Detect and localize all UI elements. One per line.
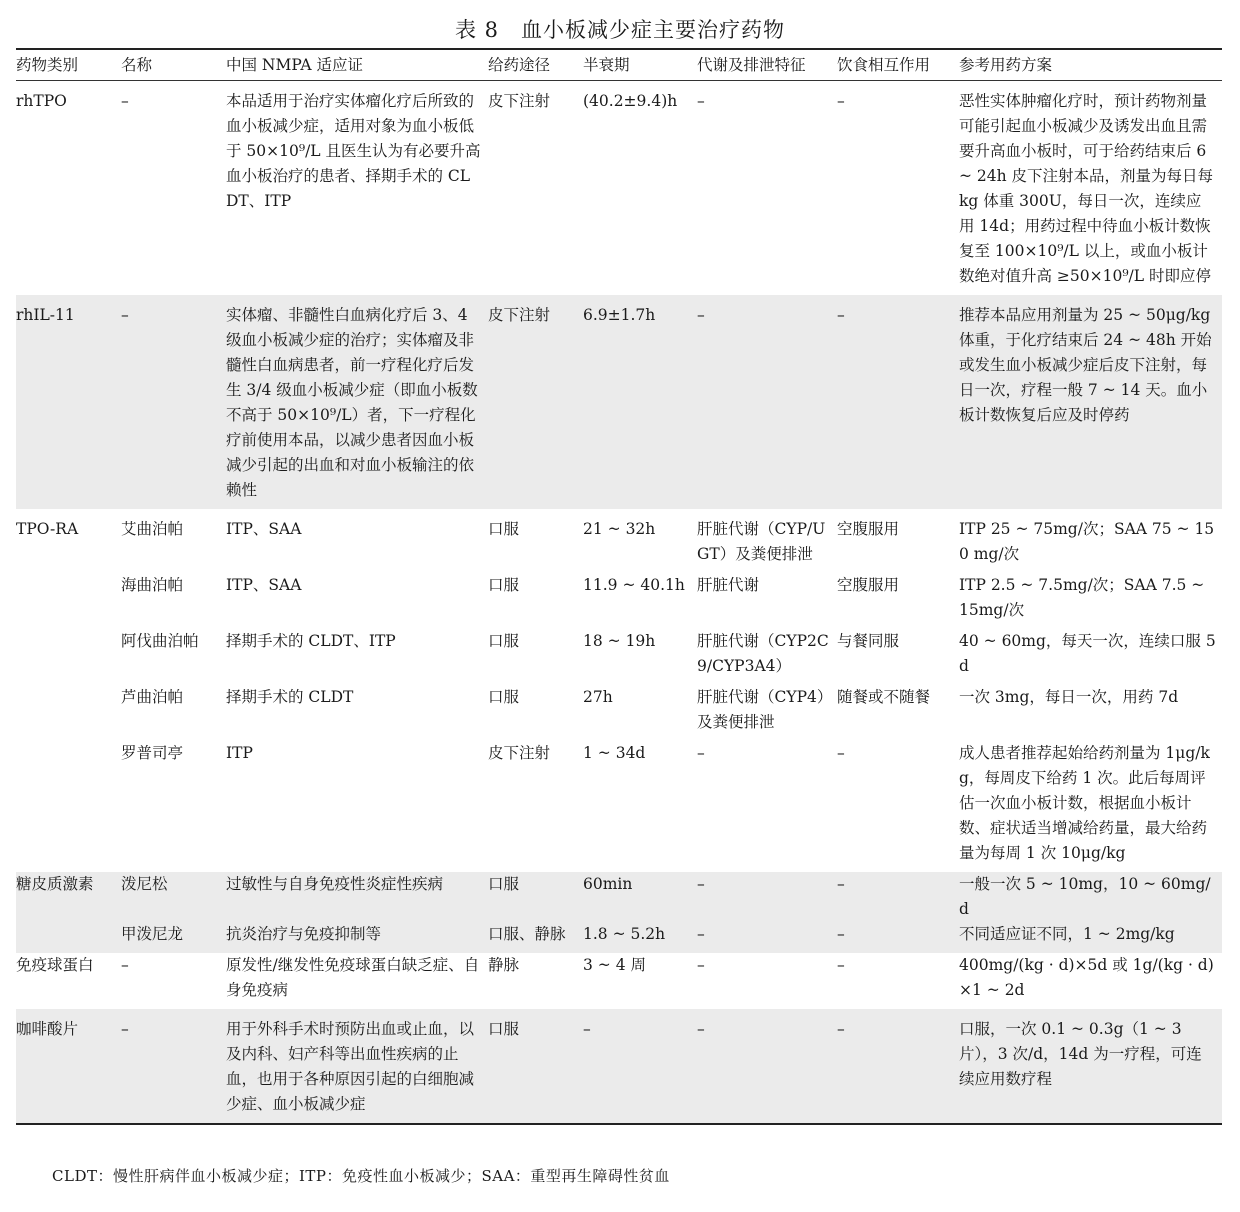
- cell-regimen: 一般一次 5 ~ 10mg，10 ~ 60mg/d: [959, 872, 1222, 922]
- cell-diet: –: [837, 922, 959, 953]
- cell-metabolism: 肝脏代谢（CYP4）及粪便排泄: [697, 688, 825, 731]
- cell-indication: 原发性/继发性免疫球蛋白缺乏症、自身免疫病: [226, 956, 480, 999]
- cell-route: 口服: [488, 688, 520, 706]
- cell-name: –: [121, 956, 129, 974]
- cell-metabolism: 肝脏代谢（CYP2C9/CYP3A4）: [697, 632, 829, 675]
- cell-route: 口服: [488, 576, 520, 594]
- drug-table: [16, 48, 1222, 1125]
- table-footnote: CLDT：慢性肝病伴血小板减少症；ITP：免疫性血小板减少；SAA：重型再生障碍性贫血: [52, 1167, 670, 1185]
- cell-halflife: 1 ~ 34d: [583, 744, 646, 762]
- cell-diet: 空腹服用: [837, 576, 900, 594]
- cell-metabolism: 肝脏代谢（CYP/UGT）及粪便排泄: [697, 520, 826, 563]
- header-regimen: 参考用药方案: [959, 56, 1053, 74]
- cell-metabolism: –: [697, 295, 837, 509]
- cell-regimen: ITP 2.5 ~ 7.5mg/次；SAA 7.5 ~ 15mg/次: [959, 576, 1205, 619]
- cell-metabolism: 肝脏代谢: [697, 576, 760, 594]
- table-row: [16, 953, 1222, 1009]
- cell-category: [16, 741, 121, 872]
- cell-indication: ITP、SAA: [226, 576, 302, 594]
- cell-category: [16, 573, 121, 629]
- cell-regimen: 一次 3mg，每日一次，用药 7d: [959, 688, 1179, 706]
- cell-halflife: 60min: [583, 872, 697, 922]
- cell-indication: ITP: [226, 744, 253, 762]
- cell-metabolism: –: [697, 872, 837, 922]
- cell-name: –: [121, 92, 129, 110]
- cell-category: [16, 922, 121, 953]
- cell-category: 咖啡酸片: [16, 1009, 121, 1124]
- cell-diet: 随餐或不随餐: [837, 688, 931, 706]
- cell-indication: 过敏性与自身免疫性炎症性疾病: [226, 872, 488, 922]
- cell-halflife: 27h: [583, 688, 613, 706]
- cell-diet: –: [837, 1009, 959, 1124]
- cell-diet: 空腹服用: [837, 520, 900, 538]
- cell-category: 糖皮质激素: [16, 872, 121, 922]
- cell-name: 甲泼尼龙: [121, 922, 226, 953]
- table-row: [16, 741, 1222, 872]
- cell-indication: 本品适用于治疗实体瘤化疗后所致的血小板减少症，适用对象为血小板低于 50×10⁹/L 且医生认为有必要升高血小板治疗的患者、择期手术的 CLDT、ITP: [226, 92, 481, 210]
- cell-regimen: ITP 25 ~ 75mg/次；SAA 75 ~ 150 mg/次: [959, 520, 1215, 563]
- table-row: [16, 685, 1222, 741]
- cell-halflife: 11.9 ~ 40.1h: [583, 576, 685, 594]
- cell-route: 静脉: [488, 956, 520, 974]
- cell-halflife: 18 ~ 19h: [583, 632, 656, 650]
- cell-halflife: (40.2±9.4)h: [583, 92, 678, 110]
- cell-indication: 抗炎治疗与免疫抑制等: [226, 922, 488, 953]
- table-row: [16, 872, 1222, 922]
- cell-route: 口服: [488, 872, 583, 922]
- cell-name: 阿伐曲泊帕: [121, 632, 199, 650]
- cell-category: TPO-RA: [16, 520, 79, 538]
- cell-category: [16, 685, 121, 741]
- cell-metabolism: –: [697, 1009, 837, 1124]
- header-diet: 饮食相互作用: [837, 56, 931, 74]
- cell-name: 海曲泊帕: [121, 576, 184, 594]
- cell-route: 口服: [488, 520, 520, 538]
- cell-category: [16, 629, 121, 685]
- cell-regimen: 口服，一次 0.1 ~ 0.3g（1 ~ 3 片），3 次/d，14d 为一疗程，可连续应用数疗程: [959, 1009, 1222, 1124]
- cell-route: 口服: [488, 1009, 583, 1124]
- header-route: 给药途径: [488, 56, 551, 74]
- header-category: 药物类别: [16, 56, 79, 74]
- cell-name: 罗普司亭: [121, 744, 184, 762]
- cell-category: rhTPO: [16, 92, 67, 110]
- cell-diet: –: [837, 295, 959, 509]
- cell-name: –: [121, 295, 226, 509]
- header-row: [16, 49, 1222, 81]
- cell-indication: 实体瘤、非髓性白血病化疗后 3、4 级血小板减少症的治疗；实体瘤及非髓性白血病患者，前一疗程化疗后发生 3/4 级血小板减少症（即血小板数不高于 50×10⁹/L）者，下一疗程化疗前使用本品，以减少患者因血小板减少引起的出血和对血小板输注的依赖性: [226, 295, 488, 509]
- cell-regimen: 恶性实体肿瘤化疗时，预计药物剂量可能引起血小板减少及诱发出血且需要升高血小板时，可于给药结束后 6 ~ 24h 皮下注射本品，剂量为每日每 kg 体重 300U，每日一次，连续应用 14d；用药过程中待血小板计数恢复至 100×10⁹/L 以上，或血小板计数绝对值升高 ≥50×10⁹/L 时即应停: [959, 92, 1214, 285]
- cell-route: 口服: [488, 632, 520, 650]
- table-number: 表 8: [454, 18, 500, 42]
- cell-halflife: 1.8 ~ 5.2h: [583, 922, 697, 953]
- header-name: 名称: [121, 56, 153, 74]
- cell-halflife: 3 ~ 4 周: [583, 956, 646, 974]
- cell-diet: –: [837, 872, 959, 922]
- table-row: [16, 629, 1222, 685]
- table-row: [16, 1009, 1222, 1124]
- cell-diet: –: [837, 92, 845, 110]
- table-row: [16, 509, 1222, 573]
- cell-name: 芦曲泊帕: [121, 688, 184, 706]
- table-row: [16, 573, 1222, 629]
- cell-category: 免疫球蛋白: [16, 956, 94, 974]
- cell-regimen: 不同适应证不同，1 ~ 2mg/kg: [959, 922, 1222, 953]
- cell-metabolism: –: [697, 922, 837, 953]
- header-halflife: 半衰期: [583, 56, 630, 74]
- cell-indication: 用于外科手术时预防出血或止血，以及内科、妇产科等出血性疾病的止血，也用于各种原因引起的白细胞减少症、血小板减少症: [226, 1009, 488, 1124]
- cell-indication: ITP、SAA: [226, 520, 302, 538]
- cell-diet: –: [837, 956, 845, 974]
- header-indication: 中国 NMPA 适应证: [226, 56, 363, 74]
- cell-name: –: [121, 1009, 226, 1124]
- cell-halflife: –: [583, 1009, 697, 1124]
- cell-metabolism: –: [697, 92, 705, 110]
- table-row: [16, 81, 1222, 296]
- cell-metabolism: –: [697, 744, 705, 762]
- cell-name: 泼尼松: [121, 872, 226, 922]
- cell-regimen: 40 ~ 60mg，每天一次，连续口服 5d: [959, 632, 1216, 675]
- cell-route: 口服、静脉: [488, 922, 583, 953]
- cell-route: 皮下注射: [488, 295, 583, 509]
- cell-regimen: 推荐本品应用剂量为 25 ~ 50μg/kg 体重，于化疗结束后 24 ~ 48h 开始或发生血小板减少症后皮下注射，每日一次，疗程一般 7 ~ 14 天。血小板计数恢复后应及时停药: [959, 295, 1222, 509]
- cell-category: rhIL-11: [16, 295, 121, 509]
- cell-route: 皮下注射: [488, 744, 551, 762]
- cell-regimen: 成人患者推荐起始给药剂量为 1μg/kg，每周皮下给药 1 次。此后每周评估一次血小板计数，根据血小板计数、症状适当增减给药量，最大给药量为每周 1 次 10μg/kg: [959, 744, 1210, 862]
- table-row: [16, 922, 1222, 953]
- cell-diet: 与餐同服: [837, 632, 900, 650]
- cell-metabolism: –: [697, 956, 705, 974]
- cell-halflife: 21 ~ 32h: [583, 520, 656, 538]
- table-row: [16, 295, 1222, 509]
- table-title: 血小板减少症主要治疗药物: [521, 18, 786, 42]
- cell-indication: 择期手术的 CLDT、ITP: [226, 632, 396, 650]
- table-caption: [0, 14, 1240, 44]
- cell-halflife: 6.9±1.7h: [583, 295, 697, 509]
- header-metabolism: 代谢及排泄特征: [697, 56, 806, 74]
- cell-regimen: 400mg/(kg · d)×5d 或 1g/(kg · d)×1 ~ 2d: [959, 956, 1214, 999]
- cell-route: 皮下注射: [488, 92, 551, 110]
- cell-diet: –: [837, 744, 845, 762]
- cell-indication: 择期手术的 CLDT: [226, 688, 354, 706]
- cell-name: 艾曲泊帕: [121, 520, 184, 538]
